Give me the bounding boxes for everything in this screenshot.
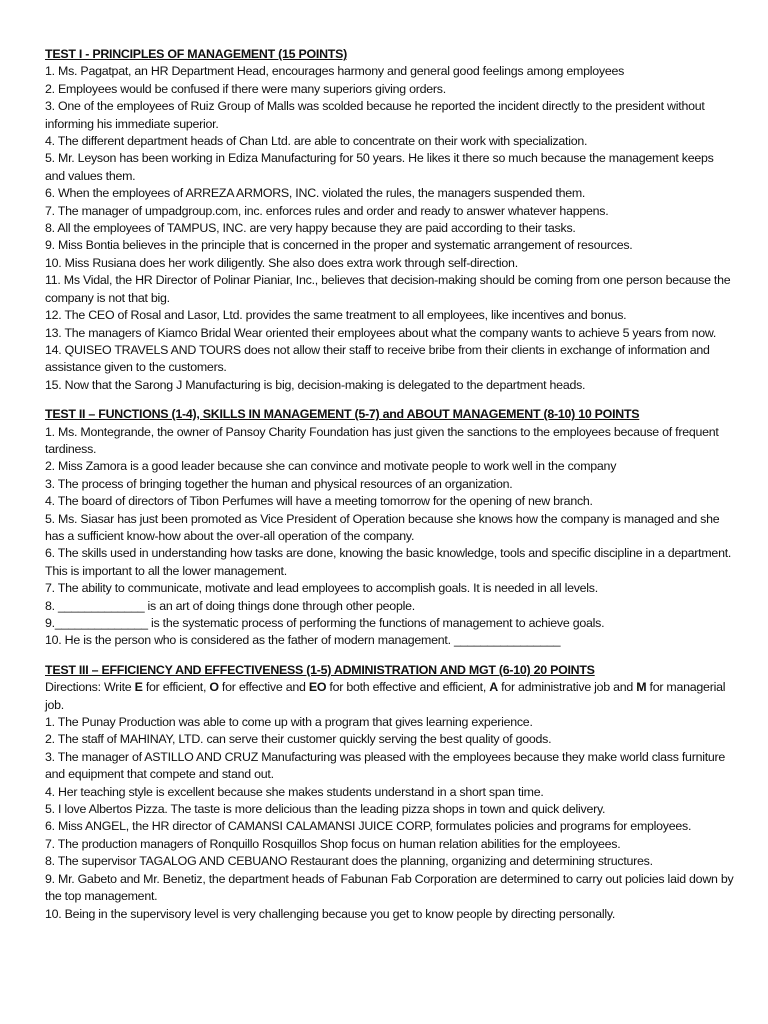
test-1-item: 12. The CEO of Rosal and Lasor, Ltd. provides the same treatment to all employees, like incentives and bonus. bbox=[45, 308, 627, 323]
directions-code-o: O bbox=[209, 680, 219, 695]
test-3-item: 8. The supervisor TAGALOG AND CEBUANO Restaurant does the planning, organizing and determining structures. bbox=[45, 854, 653, 869]
test-3-item: 7. The production managers of Ronquillo Rosquillos Shop focus on human relation abilities for the employees. bbox=[45, 836, 621, 851]
test-3-item: 10. Being in the supervisory level is very challenging because you get to know people by directing personally. bbox=[45, 906, 616, 921]
test-2-item: 6. The skills used in understanding how tasks are done, knowing the basic knowledge, tools and specific discipline in a department. This is important to all the lower management. bbox=[45, 546, 732, 578]
test-3-item: 9. Mr. Gabeto and Mr. Benetiz, the department heads of Fabunan Fab Corporation are determined to carry out policies laid down by the top management. bbox=[45, 871, 734, 904]
test-2-item: 8. _____________ is an art of doing things done through other people. bbox=[45, 598, 415, 613]
test-2-item: 7. The ability to communicate, motivate and lead employees to accomplish goals. It is needed in all levels. bbox=[45, 581, 598, 596]
test-3-item: 6. Miss ANGEL, the HR director of CAMANSI CALAMANSI JUICE CORP, formulates policies and programs for employees. bbox=[45, 819, 692, 834]
worksheet-page bbox=[45, 46, 735, 935]
test-1-section bbox=[45, 46, 735, 394]
directions-code-eo: EO bbox=[308, 680, 327, 695]
test-1-item: 14. QUISEO TRAVELS AND TOURS does not allow their staff to receive bribe from their clients in exchange of information and assistance given to the customers. bbox=[45, 342, 710, 375]
test-2-item: 9.______________ is the systematic process of performing the functions of management to achieve goals. bbox=[45, 616, 605, 630]
directions-text: for both effective and efficient, bbox=[326, 680, 490, 695]
test-3-item: 1. The Punay Production was able to come up with a program that gives learning experience. bbox=[45, 715, 533, 730]
test-3-section bbox=[45, 662, 735, 923]
directions-text: for effective and bbox=[218, 680, 309, 695]
test-1-item: 6. When the employees of ARREZA ARMORS, INC. violated the rules, the managers suspended them. bbox=[45, 186, 586, 201]
directions-code-a: A bbox=[489, 680, 498, 695]
test-2-item: 1. Ms. Montegrande, the owner of Pansoy Charity Foundation has just given the sanctions to the employees because of frequent tardiness. bbox=[45, 424, 719, 456]
directions-text: for administrative job and bbox=[497, 680, 637, 695]
directions-text: Directions: Write bbox=[45, 680, 135, 695]
test-1-item: 10. Miss Rusiana does her work diligently. She also does extra work through self-direction. bbox=[45, 255, 518, 270]
test-2-section bbox=[45, 406, 735, 650]
test-2-item: 3. The process of bringing together the human and physical resources of an organization. bbox=[45, 476, 513, 491]
test-1-item: 7. The manager of umpadgroup.com, inc. enforces rules and order and ready to answer whatever happens. bbox=[45, 203, 609, 218]
test-1-item: 13. The managers of Kiamco Bridal Wear oriented their employees about what the company wants to achieve 5 years from now. bbox=[45, 325, 717, 340]
directions-text: for managerial job. bbox=[45, 680, 726, 712]
test-2-item: 10. He is the person who is considered as the father of modern management. ________________ bbox=[45, 633, 561, 648]
test-1-item: 2. Employees would be confused if there were many superiors giving orders. bbox=[45, 81, 446, 96]
directions-code-e: E bbox=[134, 680, 143, 695]
test-3-item: 4. Her teaching style is excellent because she makes students understand in a short span time. bbox=[45, 784, 544, 799]
test-2-item: 4. The board of directors of Tibon Perfumes will have a meeting tomorrow for the opening of new branch. bbox=[45, 494, 593, 509]
test-2-item: 5. Ms. Siasar has just been promoted as Vice President of Operation because she knows how the company is managed and she has a sufficient know-how about the over-all operation of the company. bbox=[45, 511, 720, 543]
test-2-heading: TEST II – FUNCTIONS (1-4), SKILLS IN MANAGEMENT (5-7) and ABOUT MANAGEMENT (8-10) 10 POINTS bbox=[45, 407, 640, 422]
test-3-heading: TEST III – EFFICIENCY AND EFFECTIVENESS (1-5) ADMINISTRATION AND MGT (6-10) 20 POINTS bbox=[45, 662, 595, 677]
test-1-item: 5. Mr. Leyson has been working in Ediza Manufacturing for 50 years. He likes it there so much because the management keeps and values them. bbox=[45, 151, 714, 183]
test-1-item: 4. The different department heads of Chan Ltd. are able to concentrate on their work with specialization. bbox=[45, 134, 588, 149]
directions-text: for efficient, bbox=[142, 680, 210, 695]
test-1-item: 9. Miss Bontia believes in the principle that is concerned in the proper and systematic arrangement of resources. bbox=[45, 238, 633, 253]
test-1-item: 3. One of the employees of Ruiz Group of Malls was scolded because he reported the incident directly to the president without informing his immediate superior. bbox=[45, 99, 705, 131]
directions-code-m: M bbox=[636, 680, 647, 695]
test-3-item: 2. The staff of MAHINAY, LTD. can serve their customer quickly serving the best quality of goods. bbox=[45, 732, 552, 747]
test-1-item: 1. Ms. Pagatpat, an HR Department Head, encourages harmony and general good feelings among employees bbox=[45, 64, 625, 79]
test-3-item: 3. The manager of ASTILLO AND CRUZ Manufacturing was pleased with the employees because they make world class furniture and equipment that compete and stand out. bbox=[45, 749, 726, 782]
test-2-item: 2. Miss Zamora is a good leader because she can convince and motivate people to work well in the company bbox=[45, 459, 617, 474]
test-3-directions bbox=[45, 679, 735, 714]
test-1-item: 15. Now that the Sarong J Manufacturing is big, decision-making is delegated to the department heads. bbox=[45, 377, 586, 392]
test-1-heading: TEST I - PRINCIPLES OF MANAGEMENT (15 POINTS) bbox=[45, 47, 347, 61]
test-1-item: 8. All the employees of TAMPUS, INC. are very happy because they are paid according to their tasks. bbox=[45, 221, 576, 236]
test-3-item: 5. I love Albertos Pizza. The taste is more delicious than the leading pizza shops in town and quick delivery. bbox=[45, 802, 606, 817]
test-1-item: 11. Ms Vidal, the HR Director of Polinar Pianiar, Inc., believes that decision-making should be coming from one person because the company is not that big. bbox=[45, 273, 731, 305]
